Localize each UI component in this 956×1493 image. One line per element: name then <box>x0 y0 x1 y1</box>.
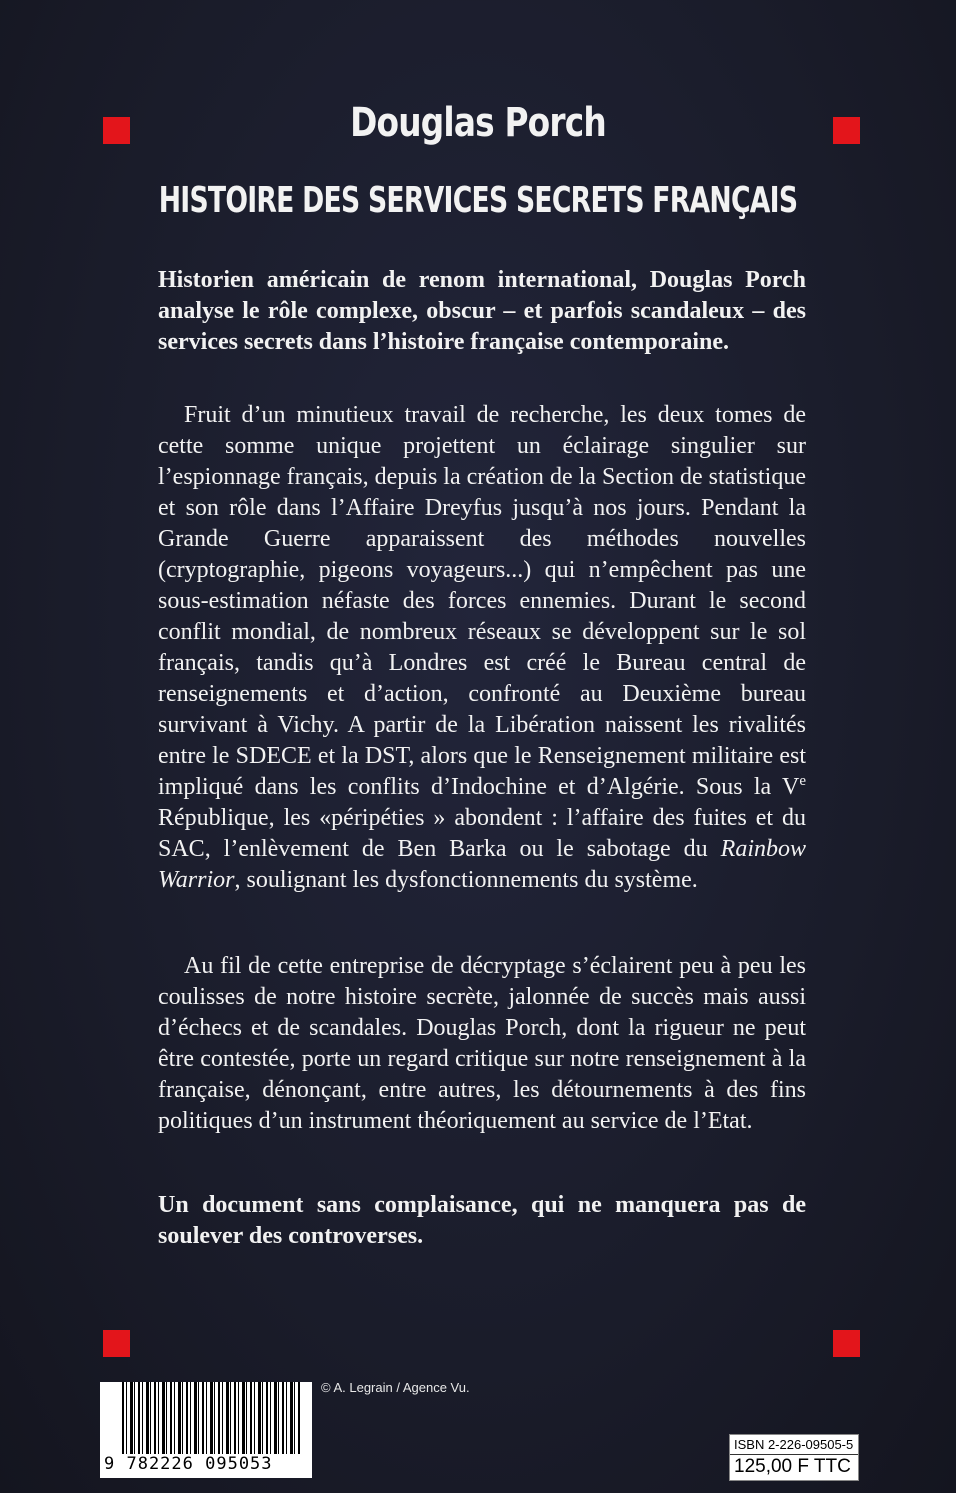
isbn-price-label <box>729 1434 859 1481</box>
paragraph-1-italic-title: Rainbow Warrior <box>158 836 806 893</box>
red-square-bottom-left <box>103 1330 130 1357</box>
paragraph-1-part-c: , soulignant les dysfonctionnements du système. <box>234 867 698 893</box>
barcode-bars <box>122 1382 302 1454</box>
paragraph-1-part-b: République, les «péripéties » abondent : l’affaire des fuites et du SAC, l’enlèvement de Ben Barka ou le sabotage du <box>158 805 806 862</box>
paragraph-2: Au fil de cette entreprise de décryptage s’éclairent peu à peu les coulisses de notre histoire secrète, jalonnée de succès mais aussi d’échecs et de scandales. Douglas Porch, dont la rigueur ne peut être contestée, porte un regard critique sur notre renseignement à la française, dénonçant, entre autres, les détournements à des fins politiques d’un instrument théoriquement au service de l’Etat. <box>158 953 806 1134</box>
author-name: Douglas Porch <box>350 100 606 146</box>
barcode-number: 9 782226 095053 <box>104 1454 273 1474</box>
isbn-number: ISBN 2-226-09505-5 <box>730 1435 858 1455</box>
closing-statement: Un document sans complaisance, qui ne manquera pas de soulever des controverses. <box>158 1192 806 1249</box>
paragraph-1-superscript: e <box>799 773 806 789</box>
paragraph-1 <box>158 400 806 896</box>
red-square-bottom-right <box>833 1330 860 1357</box>
photo-credit: © A. Legrain / Agence Vu. <box>321 1380 470 1395</box>
lead-paragraph: Historien américain de renom international, Douglas Porch analyse le rôle complexe, obscur – et parfois scandaleux – des services secrets dans l’histoire française contemporaine. <box>158 267 806 355</box>
book-title: HISTOIRE DES SERVICES SECRETS FRANÇAIS <box>158 180 798 221</box>
barcode-label <box>100 1382 312 1478</box>
price: 125,00 F TTC <box>734 1456 851 1477</box>
paragraph-1-part-a: Fruit d’un minutieux travail de recherche, les deux tomes de cette somme unique projettent un éclairage singulier sur l’espionnage français, depuis la création de la Section de statistique et son rôle dans l’Affaire Dreyfus jusqu’à nos jours. Pendant la Grande Guerre apparaissent des méthodes nouvelles (cryptographie, pigeons voyageurs...) qui n’empêchent pas une sous-estimation néfaste des forces ennemies. Durant le second conflit mondial, de nombreux réseaux se développent sur le sol français, tandis qu’à Londres est créé le Bureau central de renseignements et d’action, confronté au Deuxième bureau survivant à Vichy. A partir de la Libération naissent les rivalités entre le SDECE et la DST, alors que le Renseignement militaire est impliqué dans les conflits d’Indochine et d’Algérie. Sous la V <box>158 402 806 800</box>
